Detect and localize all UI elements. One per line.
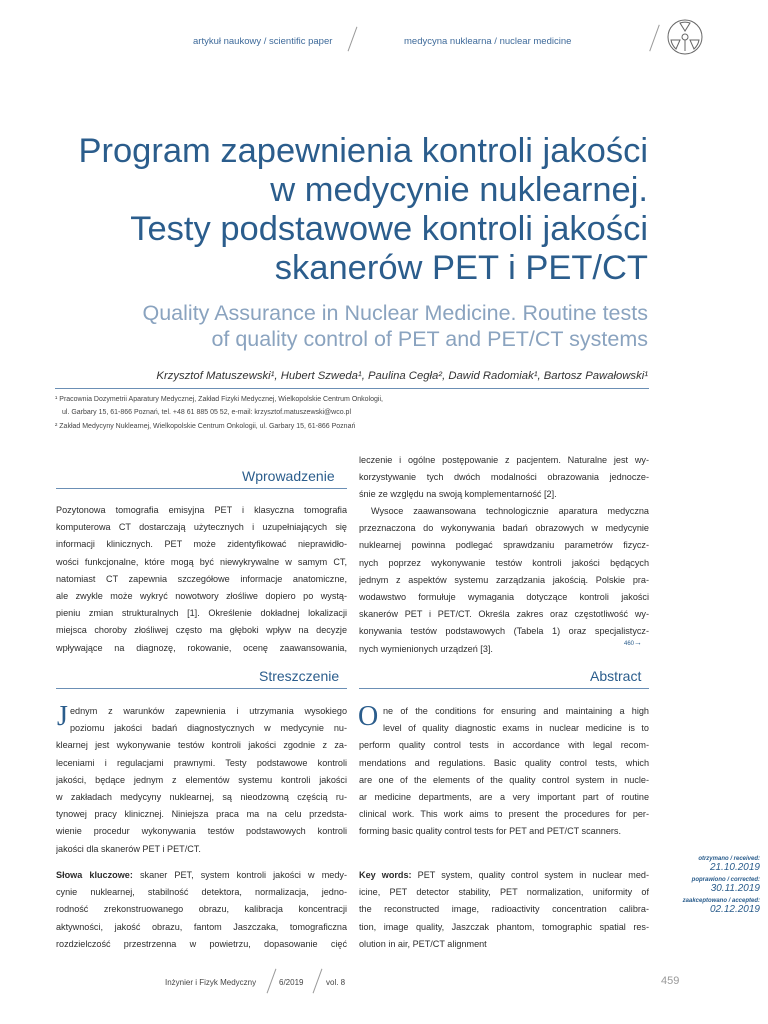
text-line: przeznaczona do wykonywania badań obrazowych w medycynie xyxy=(359,523,649,534)
text-line: Wysoce zaawansowana technologicznie aparatura medyczna xyxy=(371,506,649,516)
title-line: Program zapewnienia kontroli jakości xyxy=(78,132,648,170)
text-line: are one of the elements of the quality control system in nucle- xyxy=(359,774,649,785)
subtitle-line: of quality control of PET and PET/CT systems xyxy=(211,327,648,351)
page-number: 459 xyxy=(661,975,680,987)
affiliation-line: ul. Garbary 15, 61-866 Poznań, tel. +48 61 885 05 52, e-mail: krzysztof.matuszewski@wco.pl xyxy=(62,409,351,416)
section-rule xyxy=(56,688,347,689)
text-line: jednym z aspektów systemu zarządzania jakością. Polskie pra- xyxy=(359,574,649,585)
footer-divider xyxy=(267,969,277,994)
authors-rule xyxy=(55,388,649,389)
text-line: olution in air, PET/CT alignment xyxy=(359,938,487,949)
text-line: jakości dla skanerów PET i PET/CT. xyxy=(56,843,201,854)
date-value-received: 21.10.2019 xyxy=(709,862,760,873)
text-line: cynie nuklearnej, stabilność detektora, normalizacja, jedno- xyxy=(56,887,347,898)
title-line: w medycynie nuklearnej. xyxy=(270,171,648,209)
dropcap-letter: O xyxy=(358,701,379,732)
text-line: natomiast CT zapewnia szczegółowe informacje anatomiczne, xyxy=(56,573,347,584)
text-line: ale zwykle może wykryć nowotwory złośliwe dopiero po wystą- xyxy=(56,591,347,602)
text-line: ar medicine departments, are a very important part of routine xyxy=(359,792,649,803)
text-line: tynowej pracy klinicznej. Niniejsza praca ma na celu przedsta- xyxy=(56,809,347,820)
text-line: informacji klinicznych. PET może zidentyfikować nieprawidło- xyxy=(56,539,347,550)
text-line: forming basic quality control tests for PET and PET/CT scanners. xyxy=(359,826,621,837)
text-line: nych poprzez wykonywanie testów kontroli jakości będących xyxy=(359,557,649,568)
text-line: mendations and regulations. Basic quality control tests, which xyxy=(359,757,649,768)
date-value-corrected: 30.11.2019 xyxy=(710,883,760,894)
article-title xyxy=(48,132,648,288)
date-label-accepted: zaakceptowano / accepted: xyxy=(682,898,760,904)
text-line: level of quality diagnostic exams in nuclear medicine is to xyxy=(383,723,649,734)
text-line: w zakładach medycyny nuklearnej, są nieodzowną częścią ru- xyxy=(56,792,347,803)
footer-volume: vol. 8 xyxy=(326,978,346,987)
text-line: aktywności, jakość obrazu, fantom Jaszczaka, tomograficzna xyxy=(56,921,347,932)
text-line: skanerów PET i PET/CT. Określa zakres oraz częstotliwość wy- xyxy=(359,609,649,620)
text-line: ne of the conditions for ensuring and maintaining a high xyxy=(383,706,649,716)
header-divider-right xyxy=(649,25,660,52)
section-title-streszczenie: Streszczenie xyxy=(259,668,340,684)
intro-left-paragraph xyxy=(56,502,347,657)
text-line: nych wymienionych urządzeń [3]. xyxy=(359,643,493,654)
keywords-en xyxy=(359,867,649,953)
article-dates xyxy=(683,856,760,919)
text-line: Pozytonowa tomografia emisyjna PET i klasyczna tomografia xyxy=(56,505,347,515)
keywords-pl xyxy=(56,867,347,953)
dropcap-letter: J xyxy=(57,701,68,732)
section-rule xyxy=(56,488,347,489)
title-line: Testy podstawowe kontroli jakości xyxy=(130,210,648,248)
text-line: komputerowa CT dostarczają użytecznych i uzupełniających się xyxy=(56,522,347,533)
intro-right-paragraph-2 xyxy=(359,503,649,658)
text-line: wienie procedur wykonywania testów podstawowych kontroli xyxy=(56,826,347,837)
footer-issue: 6/2019 xyxy=(279,978,304,987)
text-line: the reconstructed image, radioactivity concentration calibra- xyxy=(359,904,649,915)
text-line: clinical work. This work aims to present the procedures for per- xyxy=(359,809,649,820)
text-line: wości funkcjonalne, które mogą być niewykrywalne w samym CT, xyxy=(56,556,347,567)
text-line: tion, image quality, Jaszczak phantom, tomographic spatial res- xyxy=(359,921,649,932)
header-category-center: medycyna nuklearna / nuclear medicine xyxy=(404,36,572,47)
header-category-left: artykuł naukowy / scientific paper xyxy=(193,36,333,47)
title-line: skanerów PET i PET/CT xyxy=(274,249,648,287)
continue-page-marker: 460→ xyxy=(624,638,643,647)
date-label-corrected: poprawiono / corrected: xyxy=(691,877,760,883)
article-subtitle xyxy=(8,300,648,352)
affiliation-line: ² Zakład Medycyny Nuklearnej, Wielkopolskie Centrum Onkologii, ul. Garbary 15, 61-866 Poznań xyxy=(55,423,356,430)
footer-journal: Inżynier i Fizyk Medyczny xyxy=(165,978,257,987)
intro-right-paragraph-1 xyxy=(359,452,649,504)
affiliation-line: ¹ Pracownia Dozymetrii Aparatury Medycznej, Zakład Fizyki Medycznej, Wielkopolskie Centrum Onkologii, xyxy=(55,396,383,403)
radiation-logo-icon xyxy=(666,18,704,56)
text-line: jakości, będące jednym z elementów systemu kontroli jakości xyxy=(56,774,347,785)
text-line: konywania testów podstawowych (Tabela 1) oraz specjalistycz- xyxy=(359,626,649,637)
text-line: Słowa kluczowe: skaner PET, system kontroli jakości w medy- xyxy=(56,870,347,880)
text-line: klearnej jest wykonywanie testów kontroli jakości zgodnie z za- xyxy=(56,740,347,751)
authors: Krzysztof Matuszewski¹, Hubert Szweda¹, Paulina Cegła², Dawid Radomiak¹, Bartosz Pawałowski¹ xyxy=(156,370,648,382)
subtitle-line: Quality Assurance in Nuclear Medicine. Routine tests xyxy=(142,301,648,325)
keywords-label: Key words: xyxy=(359,870,412,880)
text-line: leceniami i regulacjami prawnymi. Testy podstawowe kontroli xyxy=(56,757,347,768)
abstract-paragraph xyxy=(359,703,649,841)
date-value-accepted: 02.12.2019 xyxy=(709,904,760,915)
section-title-intro: Wprowadzenie xyxy=(242,468,335,484)
keywords-label: Słowa kluczowe: xyxy=(56,870,133,880)
text-line: rozdzielczość przestrzenna w powietrzu, dopasowanie cięć xyxy=(56,938,347,949)
text-line: miejsca choroby złośliwej często ma głęboki wpływ na decyzje xyxy=(56,625,347,636)
text-line: leczenie i ogólne postępowanie z pacjentem. Naturalne jest wy- xyxy=(359,455,649,465)
arrow-right-icon: → xyxy=(634,638,643,647)
text-line: ednym z warunków zapewnienia i utrzymania wysokiego xyxy=(70,706,347,716)
text-line: śnie ze względu na swoją komplementarność [2]. xyxy=(359,489,557,500)
text-line: rodność zrekonstruowanego obrazu, kalibracja koncentracji xyxy=(56,904,347,915)
footer-divider xyxy=(313,969,323,994)
section-title-abstract: Abstract xyxy=(590,668,642,684)
text-line: wodawstwo formułuje wymagania dotyczące kontroli jakości xyxy=(359,592,649,603)
text-line: icine, PET detector stability, PET normalization, uniformity of xyxy=(359,887,649,898)
date-label-received: otrzymano / received: xyxy=(698,856,760,862)
text-line: perform quality control tests in accordance with legal recom- xyxy=(359,740,649,751)
streszczenie-paragraph xyxy=(56,703,347,858)
text-line: korzystywanie tych dwóch modalności obrazowania jednocze- xyxy=(359,472,649,483)
header-divider xyxy=(348,27,358,52)
text-line: Key words: PET system, quality control system in nuclear med- xyxy=(359,870,649,880)
text-line: poziomu jakości badań diagnostycznych w medycynie nu- xyxy=(70,723,347,734)
text-line: wpływające na diagnozę, rokowanie, ocenę zaawansowania, xyxy=(56,642,347,653)
section-rule xyxy=(359,688,649,689)
text-line: pieniu zmian strukturalnych [1]. Określenie dokładnej lokalizacji xyxy=(56,608,347,619)
text-line: nuklearnej powinna podlegać sprawdzaniu parametrów fizycz- xyxy=(359,540,649,551)
